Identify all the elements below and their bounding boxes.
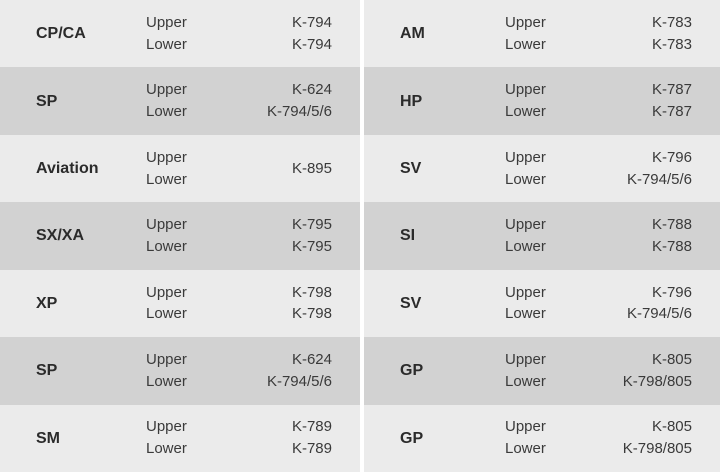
upper-level-label: Upper bbox=[505, 418, 546, 436]
upper-code: K-805 bbox=[651, 418, 692, 436]
row-label: SX/XA bbox=[36, 227, 85, 245]
code-values bbox=[241, 416, 360, 460]
lower-code: K-798 bbox=[291, 305, 332, 323]
upper-level-label: Upper bbox=[505, 81, 546, 99]
upper-code: K-789 bbox=[291, 418, 332, 436]
row-label: SV bbox=[400, 159, 422, 177]
row-label: SP bbox=[36, 362, 58, 380]
lower-level-label: Lower bbox=[505, 440, 546, 458]
table-cell-group-right bbox=[360, 270, 720, 337]
upper-level-label: Upper bbox=[146, 13, 187, 31]
level-labels bbox=[505, 349, 600, 393]
lower-level-label: Lower bbox=[505, 103, 546, 121]
table-cell-group-right bbox=[360, 135, 720, 202]
upper-level-label: Upper bbox=[146, 283, 187, 301]
code-values bbox=[600, 79, 720, 123]
upper-code: K-788 bbox=[651, 216, 692, 234]
code-values bbox=[241, 158, 360, 180]
lower-level-label: Lower bbox=[146, 170, 187, 188]
level-labels bbox=[146, 12, 241, 56]
upper-level-label: Upper bbox=[146, 351, 187, 369]
lower-code: K-783 bbox=[651, 35, 692, 53]
row-label: GP bbox=[400, 362, 424, 380]
upper-level-label: Upper bbox=[505, 283, 546, 301]
code-values bbox=[241, 282, 360, 326]
table-cell-group-left bbox=[0, 405, 360, 472]
level-labels bbox=[505, 12, 600, 56]
level-labels bbox=[505, 147, 600, 191]
lower-level-label: Lower bbox=[146, 305, 187, 323]
level-labels bbox=[505, 282, 600, 326]
upper-code: K-796 bbox=[651, 283, 692, 301]
lower-level-label: Lower bbox=[505, 170, 546, 188]
row-label: CP/CA bbox=[36, 25, 86, 43]
table-cell-group-left bbox=[0, 270, 360, 337]
lower-level-label: Lower bbox=[505, 305, 546, 323]
lower-level-label: Lower bbox=[505, 35, 546, 53]
code-values bbox=[600, 12, 720, 56]
upper-level-label: Upper bbox=[146, 418, 187, 436]
upper-level-label: Upper bbox=[505, 13, 546, 31]
lower-code: K-794/5/6 bbox=[626, 170, 692, 188]
upper-level-label: Upper bbox=[146, 148, 187, 166]
lower-code: K-794/5/6 bbox=[626, 305, 692, 323]
upper-code: K-794 bbox=[291, 13, 332, 31]
upper-code: K-787 bbox=[651, 81, 692, 99]
lower-level-label: Lower bbox=[146, 35, 187, 53]
lower-code: K-787 bbox=[651, 103, 692, 121]
table-row bbox=[0, 337, 720, 404]
row-label: SV bbox=[400, 294, 422, 312]
level-labels bbox=[146, 147, 241, 191]
code-values bbox=[241, 79, 360, 123]
table-cell-group-left bbox=[0, 67, 360, 134]
upper-level-label: Upper bbox=[505, 216, 546, 234]
upper-level-label: Upper bbox=[505, 148, 546, 166]
row-label: SP bbox=[36, 92, 58, 110]
lower-code: K-788 bbox=[651, 237, 692, 255]
code-values bbox=[600, 416, 720, 460]
row-label: SI bbox=[400, 227, 416, 245]
code-values bbox=[600, 282, 720, 326]
table-row bbox=[0, 135, 720, 202]
level-labels bbox=[505, 79, 600, 123]
level-labels bbox=[146, 79, 241, 123]
table-cell-group-right bbox=[360, 202, 720, 269]
table-row bbox=[0, 405, 720, 472]
lower-level-label: Lower bbox=[146, 440, 187, 458]
lower-code: K-798/805 bbox=[622, 440, 692, 458]
table-cell-group-right bbox=[360, 67, 720, 134]
table-cell-group-right bbox=[360, 405, 720, 472]
lower-code: K-795 bbox=[291, 237, 332, 255]
lower-level-label: Lower bbox=[146, 103, 187, 121]
row-label: Aviation bbox=[36, 159, 99, 177]
row-label: HP bbox=[400, 92, 423, 110]
row-label: GP bbox=[400, 429, 424, 447]
table-row bbox=[0, 0, 720, 67]
lower-level-label: Lower bbox=[505, 372, 546, 390]
lower-code: K-794/5/6 bbox=[266, 372, 332, 390]
table-cell-group-left bbox=[0, 337, 360, 404]
lower-code: K-794 bbox=[291, 35, 332, 53]
table-row bbox=[0, 270, 720, 337]
upper-code: K-624 bbox=[291, 351, 332, 369]
level-labels bbox=[146, 349, 241, 393]
level-labels bbox=[146, 214, 241, 258]
upper-level-label: Upper bbox=[146, 216, 187, 234]
upper-code: K-795 bbox=[291, 216, 332, 234]
lower-code: K-789 bbox=[291, 440, 332, 458]
lower-code: K-794/5/6 bbox=[266, 103, 332, 121]
lower-level-label: Lower bbox=[146, 372, 187, 390]
row-label: AM bbox=[400, 25, 425, 43]
table-row bbox=[0, 202, 720, 269]
code-values bbox=[241, 12, 360, 56]
upper-code: K-798 bbox=[291, 283, 332, 301]
upper-level-label: Upper bbox=[146, 81, 187, 99]
code-values bbox=[600, 147, 720, 191]
table-cell-group-left bbox=[0, 202, 360, 269]
level-labels bbox=[505, 416, 600, 460]
upper-code: K-895 bbox=[291, 159, 332, 177]
row-label: SM bbox=[36, 429, 60, 447]
table-cell-group-left bbox=[0, 0, 360, 67]
code-values bbox=[241, 214, 360, 258]
table-cell-group-left bbox=[0, 135, 360, 202]
level-labels bbox=[146, 282, 241, 326]
lower-level-label: Lower bbox=[505, 237, 546, 255]
lower-level-label: Lower bbox=[146, 237, 187, 255]
level-labels bbox=[146, 416, 241, 460]
code-values bbox=[241, 349, 360, 393]
row-label: XP bbox=[36, 294, 58, 312]
lower-code: K-798/805 bbox=[622, 372, 692, 390]
code-values bbox=[600, 349, 720, 393]
table-cell-group-right bbox=[360, 337, 720, 404]
code-values bbox=[600, 214, 720, 258]
upper-code: K-805 bbox=[651, 351, 692, 369]
upper-code: K-783 bbox=[651, 13, 692, 31]
upper-code: K-624 bbox=[291, 81, 332, 99]
level-labels bbox=[505, 214, 600, 258]
upper-code: K-796 bbox=[651, 148, 692, 166]
table-row bbox=[0, 67, 720, 134]
table-cell-group-right bbox=[360, 0, 720, 67]
upper-level-label: Upper bbox=[505, 351, 546, 369]
